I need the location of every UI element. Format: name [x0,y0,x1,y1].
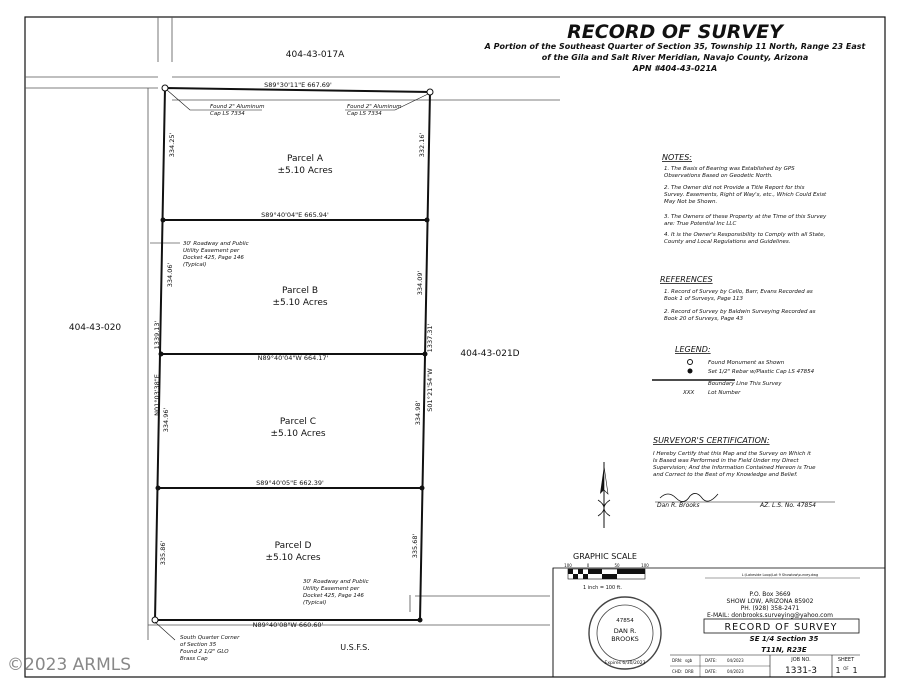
parcel-c-area: ±5.10 Acres [270,429,326,439]
legend-heading: LEGEND: [675,345,711,354]
svg-text:Boundary Line This Survey: Boundary Line This Survey [708,381,782,387]
parcel-b-area: ±5.10 Acres [272,298,328,308]
svg-text:Observations Based on Geodetic: Observations Based on Geodetic North. [664,173,773,179]
svg-text:XXX: XXX [683,390,695,396]
svg-text:100: 100 [564,563,572,568]
callout-easement-top [183,241,249,268]
svg-text:1. Record of Survey by Cello,: 1. Record of Survey by Cello, Barr, Evans Recorded as [664,289,813,295]
dim-west-c: 334.96' [162,407,170,433]
svg-text:County and Local Regulations a: County and Local Regulations and Guidelines. [664,239,791,245]
north-arrow-icon [598,462,610,528]
svg-text:CHD:: CHD: [672,669,683,674]
svg-text:OF: OF [843,666,849,671]
svg-text:Cap LS 7334: Cap LS 7334 [347,111,382,117]
title-main: RECORD OF SURVEY [567,21,783,43]
svg-text:Lot Number: Lot Number [708,390,741,396]
svg-text:DRB: DRB [685,669,694,674]
dim-east-d: 335.68' [411,533,419,559]
callout-nw-cap [210,104,265,117]
title-line1: A Portion of the Southeast Quarter of Section 35, Township 11 North, Range 23 East [484,42,866,51]
svg-text:of Section 35: of Section 35 [180,642,217,648]
file-path: L:\Lakeside Loop\Lot 9 Showlow\survey.dwg [741,573,819,577]
svg-text:1. The Basis of Bearing was: 1. The Basis of Bearing was Established by GPS [664,166,795,172]
surveyor-seal [589,597,661,669]
svg-text:Is Based was Performed in the: Is Based was Performed in the Field Under my Direct [653,458,799,464]
svg-text:50: 50 [614,563,620,568]
dim-west-a: 334.25' [168,132,176,158]
parcel-d-name: Parcel D [274,541,312,551]
svg-text:04/2023: 04/2023 [727,669,744,674]
svg-text:JOB NO.: JOB NO. [791,657,811,663]
tb-heading: RECORD OF SURVEY [724,622,838,633]
svg-text:Book 1 of Surveys, Page 113: Book 1 of Surveys, Page 113 [664,296,744,302]
legend-found-symbol [688,360,693,365]
adjacent-east: 404-43-021D [460,349,520,359]
svg-text:100: 100 [641,563,649,568]
svg-text:Docket 425, Page 146: Docket 425, Page 146 [303,593,364,599]
dim-east-c: 334.98' [414,400,422,426]
bearing-cd: S89°40'05"E 662.39' [256,479,324,487]
dim-east-bearing: S01°21'54"W [426,368,434,412]
svg-text:1: 1 [852,666,858,675]
seal-expires: Expires 6/30/2023 [604,661,646,666]
svg-text:30' Roadway and Public: 30' Roadway and Public [303,579,369,585]
svg-text:30' Roadway and Public: 30' Roadway and Public [183,241,249,247]
svg-text:Utility Easement per: Utility Easement per [303,586,360,592]
scale-note: 1 inch = 100 ft. [583,585,622,591]
svg-text:Survey. Easements, Right of Wa: Survey. Easements, Right of Way's, etc., Which Could Exist [664,192,827,198]
svg-text:I Hereby Certify that this Map: I Hereby Certify that this Map and the Survey on Which it [653,451,811,457]
svg-text:DATE:: DATE: [705,669,717,674]
dim-east-b: 334.09' [416,270,424,296]
svg-text:(Typical): (Typical) [183,262,207,268]
scale-heading: GRAPHIC SCALE [573,552,637,561]
svg-text:(Typical): (Typical) [303,600,327,606]
dim-west-total: 1339.13' [153,320,161,350]
notes-block [662,153,827,245]
adjacent-north: 404-43-017A [285,50,345,60]
svg-text:are: True Potential Inc LLC: are: True Potential Inc LLC [664,221,737,227]
svg-text:Found 2" Aluminum: Found 2" Aluminum [210,104,265,110]
svg-text:Set 1/2" Rebar w/Plastic Cap L: Set 1/2" Rebar w/Plastic Cap LS 47854 [708,369,815,375]
callout-ne-cap [347,104,402,117]
graphic-scale [564,552,649,591]
cert-license: AZ. L.S. No. 47854 [760,502,816,509]
svg-text:3. The Owners of these Prope: 3. The Owners of these Property at the Time of this Survey [664,214,827,220]
legend-set-symbol [688,369,693,374]
svg-text:2. The Owner did not Provide: 2. The Owner did not Provide a Title Report for this [664,185,805,191]
svg-text:BROOKS: BROOKS [611,635,639,643]
seal-number: 47854 [616,618,634,624]
title-line2: of the Gila and Salt River Meridian, Navajo County, Arizona [541,53,809,62]
parcel-d-area: ±5.10 Acres [265,553,321,563]
certification-block [653,436,835,509]
cert-name: Dan R. Brooks [657,502,700,509]
svg-text:Docket 425, Page 146: Docket 425, Page 146 [183,255,244,261]
dim-east-total: 1337.31' [426,323,434,353]
tb-township: T11N, R23E [761,646,807,654]
tb-job: 1331-3 [785,666,817,676]
bearing-top: S89°30'11"E 667.69' [264,81,332,89]
callout-south-corner [180,635,240,662]
svg-text:Found Monument as Shown: Found Monument as Shown [708,360,785,366]
svg-text:sgb: sgb [685,658,693,663]
title-line3: APN #404-43-021A [632,64,718,73]
svg-text:Brass Cap: Brass Cap [180,656,208,662]
adjacent-south: U.S.F.S. [340,643,370,652]
signature [660,493,718,501]
dim-east-a: 332.16' [418,132,426,158]
svg-text:Found 2 1/2" GLO: Found 2 1/2" GLO [180,649,229,655]
svg-text:0: 0 [586,563,590,568]
svg-text:South Quarter Corner: South Quarter Corner [180,635,240,641]
svg-text:DAN R.: DAN R. [613,627,637,635]
parcel-a-area: ±5.10 Acres [277,166,333,176]
parcel-b-name: Parcel B [281,286,319,296]
svg-text:E-MAIL: donbrooks.surveying@ya: E-MAIL: donbrooks.surveying@yahoo.com [706,612,834,619]
bearing-ab: S89°40'04"E 665.94' [261,211,329,219]
dim-west-d: 335.86' [159,540,167,566]
cert-heading: SURVEYOR'S CERTIFICATION: [653,436,770,445]
svg-text:DRN:: DRN: [672,658,683,663]
svg-text:Book 20 of Surveys, Page 43: Book 20 of Surveys, Page 43 [664,316,744,322]
svg-text:4. It is the Owner's Respons: 4. It is the Owner's Responsibility to Comply with all State, [664,232,826,238]
svg-text:Found 2" Aluminum: Found 2" Aluminum [347,104,402,110]
svg-text:Utility Easement per: Utility Easement per [183,248,240,254]
svg-text:04/2023: 04/2023 [727,658,744,663]
callout-easement-bottom [303,579,369,606]
svg-text:and Correct to the Best of my: and Correct to the Best of my Knowledge and Belief. [653,472,798,478]
parcel-a-name: Parcel A [286,154,324,164]
watermark: ©2023 ARMLS [7,655,132,675]
notes-heading: NOTES: [662,153,692,162]
legend-block [652,345,815,396]
dim-west-b: 334.06' [166,262,174,288]
svg-text:DATE:: DATE: [705,658,717,663]
svg-text:SHEET: SHEET [837,657,855,663]
svg-text:Supervision; And the Informati: Supervision; And the Information Contained Hereon is True [653,465,816,471]
svg-text:2. Record of Survey by Baldwin: 2. Record of Survey by Baldwin Surveying Recorded as [664,309,816,315]
svg-text:SHOW LOW, ARIZONA 85902: SHOW LOW, ARIZONA 85902 [726,598,814,605]
adjacent-west: 404-43-020 [68,323,122,333]
svg-text:PH. (928) 358-2471: PH. (928) 358-2471 [740,605,800,612]
references-heading: REFERENCES [660,275,713,284]
bearing-bc: N89°40'04"W 664.17' [257,354,329,362]
dim-west-bearing: N01°03'38"E [153,374,161,416]
svg-text:May Not be Shown.: May Not be Shown. [664,199,718,205]
svg-text:Cap LS 7334: Cap LS 7334 [210,111,245,117]
svg-text:1: 1 [835,666,841,675]
references-block [660,275,816,322]
svg-text:P.O. Box 3669: P.O. Box 3669 [749,591,791,598]
bearing-bottom: N89°40'08"W 660.60' [252,621,324,629]
parcel-c-name: Parcel C [279,417,317,427]
tb-section: SE 1/4 Section 35 [749,635,819,643]
